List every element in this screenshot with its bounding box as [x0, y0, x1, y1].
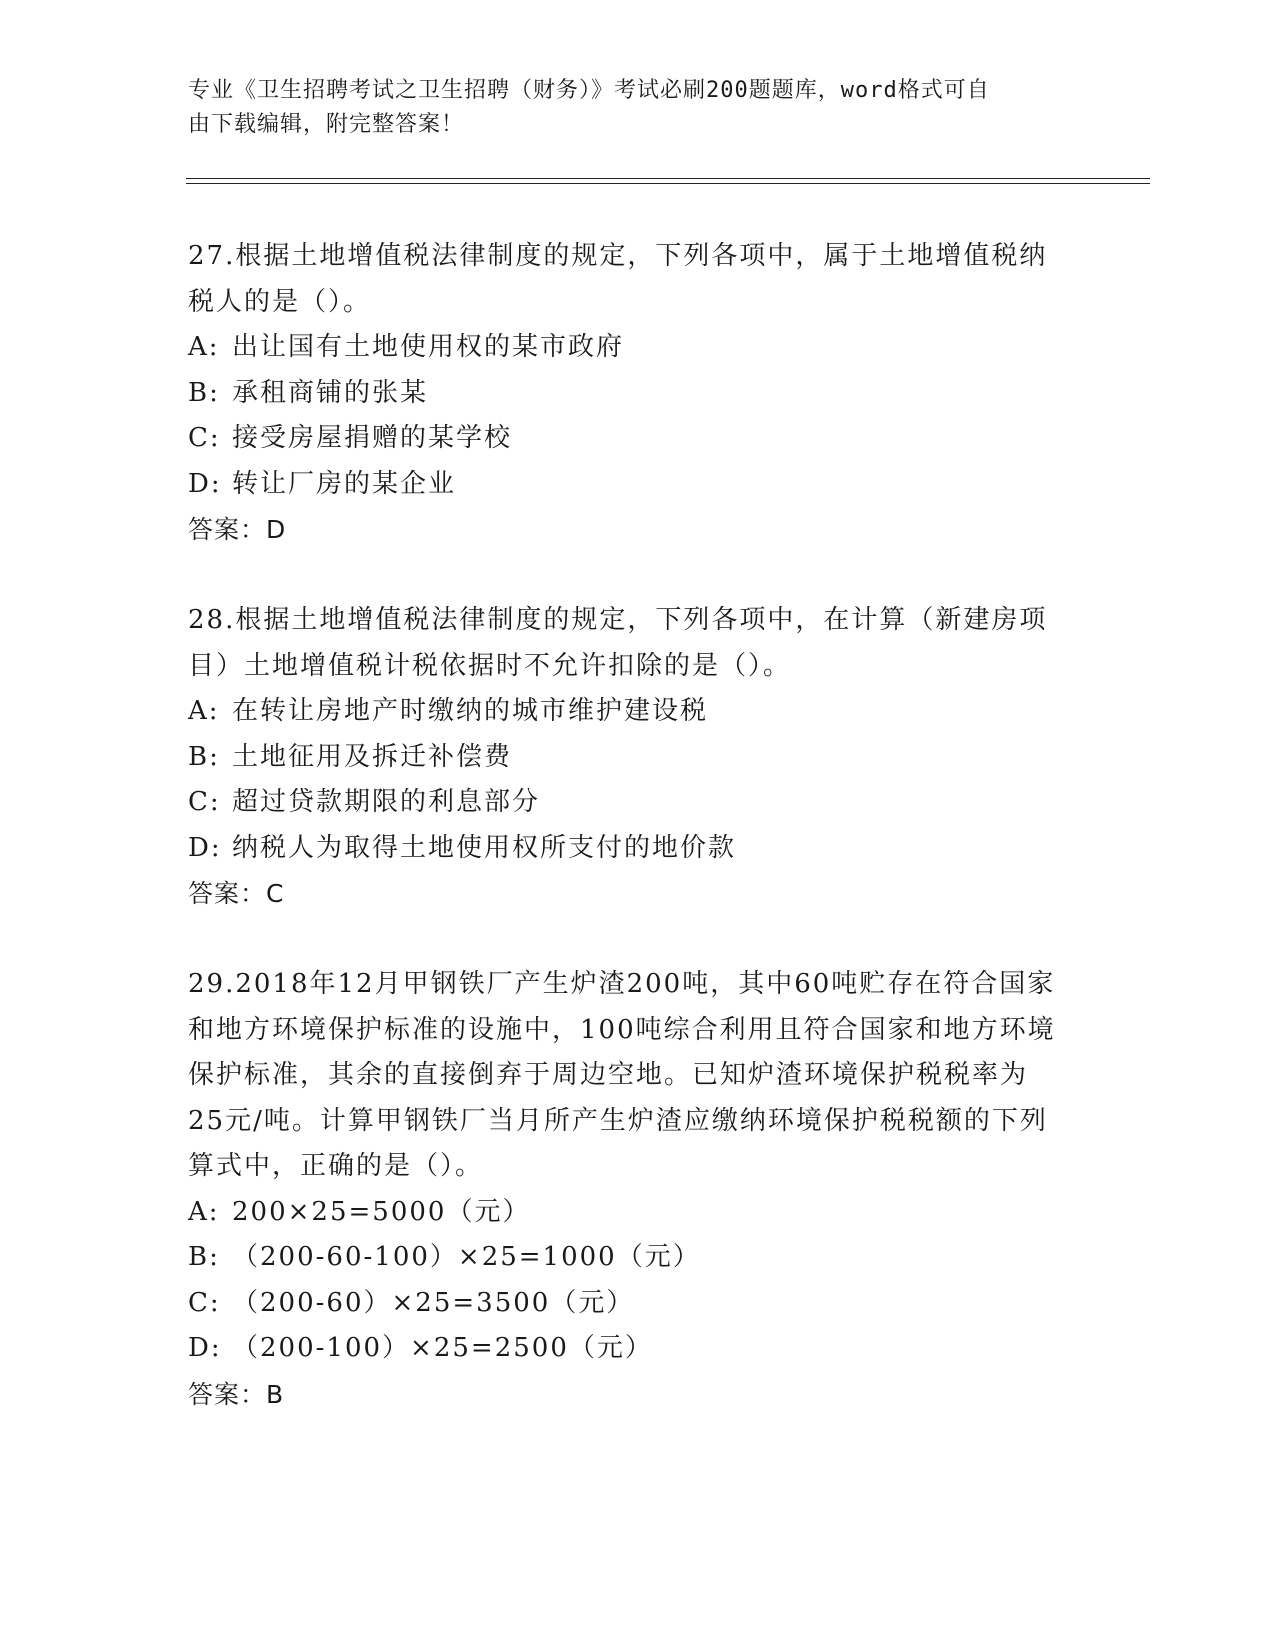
option-c	[188, 416, 1088, 462]
stem-line: 税人的是（）。	[188, 286, 372, 317]
option-a	[188, 689, 1088, 735]
option-d	[188, 826, 1088, 872]
stem-line: 算式中，正确的是（）。	[188, 1151, 484, 1181]
option-text: 土地征用及拆迁补偿费	[232, 741, 513, 772]
option-text: （200-60）×25=3500（元）	[232, 1287, 635, 1318]
option-letter: A:	[188, 332, 220, 362]
stem-line: 27.根据土地增值税法律制度的规定，下列各项中，属于土地增值税纳	[188, 241, 1048, 271]
option-letter: B:	[188, 741, 220, 772]
option-c	[188, 780, 1088, 826]
answer-line: 答案：D	[188, 515, 287, 544]
option-text: 200×25=5000（元）	[232, 1196, 531, 1227]
option-letter: C:	[188, 787, 221, 817]
answer-line: 答案：B	[188, 1379, 285, 1409]
option-b	[188, 735, 1088, 781]
option-a	[188, 1190, 1088, 1236]
stem-line: 28.根据土地增值税法律制度的规定，下列各项中，在计算（新建房项	[188, 605, 1048, 635]
option-letter: C:	[188, 423, 221, 453]
option-letter: C:	[188, 1287, 221, 1318]
question-stem	[188, 962, 1088, 1190]
option-text: （200-100）×25=2500（元）	[232, 1333, 653, 1363]
option-a	[188, 325, 1088, 371]
option-letter: A:	[188, 696, 220, 726]
stem-line: 保护标准，其余的直接倒弃于周边空地。已知炉渣环境保护税税率为	[188, 1060, 1029, 1090]
option-d	[188, 462, 1088, 508]
answer-line: 答案：C	[188, 879, 285, 908]
option-b	[188, 1235, 1088, 1281]
question-27	[188, 234, 1088, 553]
option-letter: B:	[188, 1242, 220, 1272]
question-29	[188, 962, 1088, 1417]
question-28	[188, 598, 1088, 917]
stem-line: 和地方环境保护标准的设施中，100吨综合利用且符合国家和地方环境	[188, 1014, 1056, 1045]
option-letter: A:	[188, 1196, 220, 1227]
option-b	[188, 371, 1088, 417]
option-text: 转让厂房的某企业	[232, 468, 457, 499]
header-divider-top	[186, 178, 1150, 179]
option-text: 接受房屋捐赠的某学校	[232, 423, 513, 453]
header-line-1: 专业《卫生招聘考试之卫生招聘（财务）》考试必刷200题题库，word格式可自	[188, 78, 990, 103]
option-letter: D:	[188, 1333, 222, 1363]
option-text: （200-60-100）×25=1000（元）	[232, 1242, 701, 1272]
question-stem	[188, 598, 1088, 689]
option-c	[188, 1281, 1088, 1327]
option-text: 承租商铺的张某	[232, 377, 429, 408]
option-text: 纳税人为取得土地使用权所支付的地价款	[232, 832, 737, 863]
document-header	[188, 74, 1068, 142]
question-stem	[188, 234, 1088, 325]
option-text: 出让国有土地使用权的某市政府	[232, 332, 625, 362]
option-d	[188, 1326, 1088, 1372]
option-text: 在转让房地产时缴纳的城市维护建设税	[232, 696, 709, 726]
option-text: 超过贷款期限的利息部分	[232, 787, 541, 817]
header-divider-bottom	[186, 183, 1150, 184]
option-letter: D:	[188, 832, 222, 863]
option-letter: B:	[188, 377, 220, 408]
stem-line: 29.2018年12月甲钢铁厂产生炉渣200吨，其中60吨贮存在符合国家	[188, 969, 1056, 999]
stem-line: 25元/吨。计算甲钢铁厂当月所产生炉渣应缴纳环境保护税税额的下列	[188, 1105, 1048, 1136]
header-line-2: 由下载编辑，附完整答案！	[188, 112, 465, 137]
stem-line: 目）土地增值税计税依据时不允许扣除的是（）。	[188, 650, 792, 681]
option-letter: D:	[188, 468, 222, 499]
